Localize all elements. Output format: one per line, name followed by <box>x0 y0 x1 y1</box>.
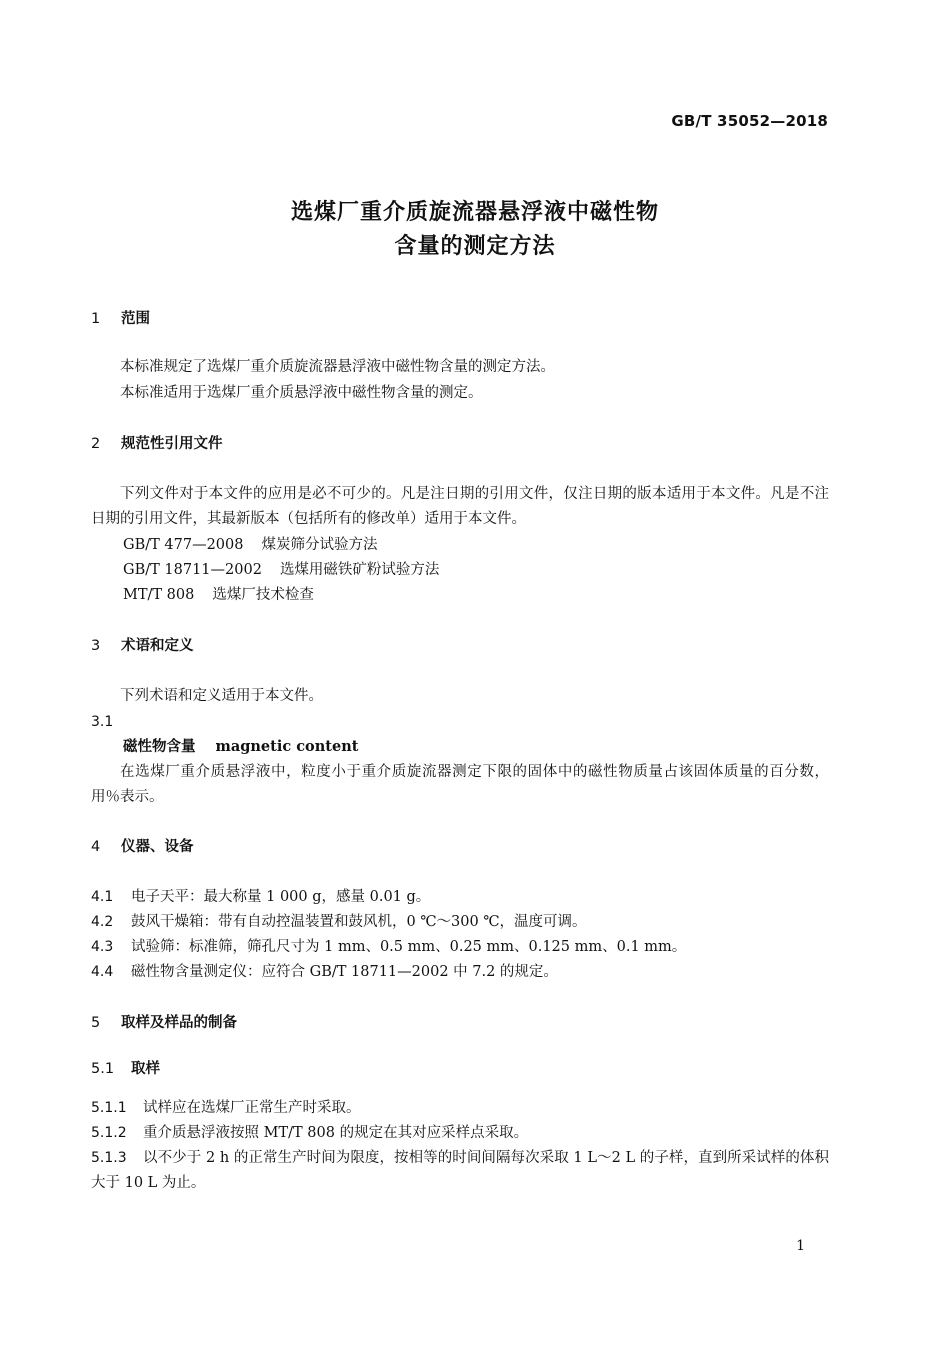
item-number: 4.2 <box>91 914 114 930</box>
item-number: 4.3 <box>91 939 114 955</box>
subsection-5-1-heading <box>91 1059 829 1079</box>
section-1-title: 范围 <box>121 311 150 327</box>
section-3-title: 术语和定义 <box>121 638 194 654</box>
document-title <box>0 196 950 264</box>
standard-code: GB/T 35052—2018 <box>671 112 828 130</box>
term-number: 3.1 <box>91 714 114 730</box>
page-number: 1 <box>796 1238 805 1254</box>
list-item <box>91 885 829 910</box>
item-text: 重介质悬浮液按照 MT/T 808 的规定在其对应采样点采取。 <box>143 1125 529 1141</box>
reference-title: 选煤用磁铁矿粉试验方法 <box>279 562 440 578</box>
list-item <box>91 910 829 935</box>
section-3-intro: 下列术语和定义适用于本文件。 <box>120 688 323 704</box>
section-1-paragraph-1: 本标准规定了选煤厂重介质旋流器悬浮液中磁性物含量的测定方法。 <box>120 359 555 375</box>
section-2-title: 规范性引用文件 <box>121 436 223 452</box>
reference-code: GB/T 477—2008 <box>123 537 244 553</box>
subsection-5-1-number: 5.1 <box>91 1061 115 1077</box>
section-5-title: 取样及样品的制备 <box>121 1015 237 1031</box>
item-text: 以不少于 2 h 的正常生产时间为限度，按相等的时间间隔每次采取 1 L～2 L 的子样，直到所采试样的体积大于 10 L 为止。 <box>91 1150 829 1191</box>
item-number: 4.1 <box>91 889 114 905</box>
section-4-number: 4 <box>91 839 101 855</box>
subsection-5-1-title: 取样 <box>131 1061 160 1077</box>
list-item <box>91 960 829 985</box>
section-1-number: 1 <box>91 311 101 327</box>
item-number: 4.4 <box>91 964 114 980</box>
reference-title: 选煤厂技术检查 <box>212 587 314 603</box>
item-number: 5.1.1 <box>91 1100 127 1116</box>
section-4-heading <box>91 837 829 857</box>
section-3-number: 3 <box>91 638 101 654</box>
section-5-heading <box>91 1013 829 1033</box>
item-text: 试样应在选煤厂正常生产时采取。 <box>143 1100 361 1116</box>
item-number: 5.1.2 <box>91 1125 127 1141</box>
section-1-heading <box>91 309 829 329</box>
list-item <box>91 1146 829 1196</box>
reference-code: GB/T 18711—2002 <box>123 562 262 578</box>
reference-title: 煤炭筛分试验方法 <box>261 537 378 553</box>
section-4-title: 仪器、设备 <box>121 839 194 855</box>
title-line-2: 含量的测定方法 <box>394 234 556 259</box>
item-text: 磁性物含量测定仪：应符合 GB/T 18711—2002 中 7.2 的规定。 <box>131 964 558 980</box>
section-1-paragraph-2: 本标准适用于选煤厂重介质悬浮液中磁性物含量的测定。 <box>120 385 483 401</box>
term-definition: 在选煤厂重介质悬浮液中，粒度小于重介质旋流器测定下限的固体中的磁性物质量占该固体质量的百分数，用％表示。 <box>91 764 829 805</box>
term-title <box>91 734 861 760</box>
section-3-heading <box>91 636 829 656</box>
section-2-heading <box>91 434 829 454</box>
reference-item <box>91 583 861 608</box>
reference-item <box>91 533 861 558</box>
title-line-1: 选煤厂重介质旋流器悬浮液中磁性物 <box>290 200 659 225</box>
section-5-number: 5 <box>91 1015 101 1031</box>
section-2-number: 2 <box>91 436 101 452</box>
section-2-intro: 下列文件对于本文件的应用是必不可少的。凡是注日期的引用文件，仅注日期的版本适用于本文件。凡是不注日期的引用文件，其最新版本（包括所有的修改单）适用于本文件。 <box>91 486 829 527</box>
reference-code: MT/T 808 <box>123 587 195 603</box>
item-number: 5.1.3 <box>91 1150 127 1166</box>
list-item <box>91 1121 829 1146</box>
term-english: magnetic content <box>215 738 359 755</box>
reference-item <box>91 558 861 583</box>
list-item <box>91 935 829 960</box>
item-text: 鼓风干燥箱：带有自动控温装置和鼓风机，0 ℃～300 ℃，温度可调。 <box>131 914 587 930</box>
item-text: 试验筛：标准筛，筛孔尺寸为 1 mm、0.5 mm、0.25 mm、0.125 mm、0.1 mm。 <box>131 939 687 955</box>
item-text: 电子天平：最大称量 1 000 g，感量 0.01 g。 <box>131 889 431 905</box>
list-item <box>91 1096 829 1121</box>
term-chinese: 磁性物含量 <box>123 739 196 755</box>
